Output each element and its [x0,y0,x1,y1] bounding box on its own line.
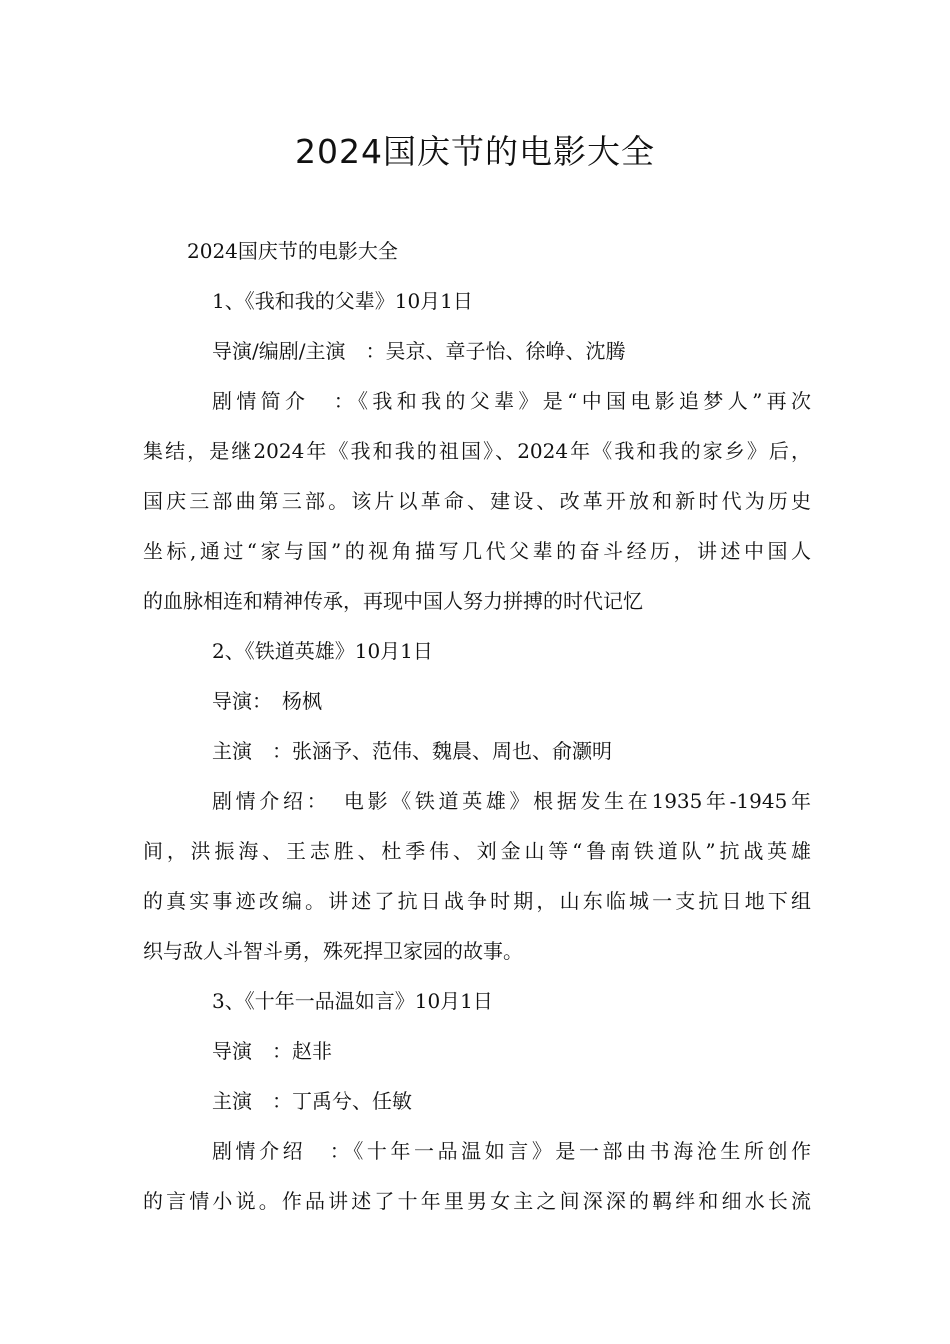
movie-1-synopsis-line: 剧情简介 ：《我和我的父辈》是“中国电影追梦人”再次 [212,389,811,413]
movie-2-cast: 主演 ：张涵予、范伟、魏晨、周也、俞灏明 [212,739,612,763]
movie-1-synopsis-line: 集结，是继2024年《我和我的祖国》、2024年《我和我的家乡》后， [143,439,811,463]
page-title: 2024国庆节的电影大全 [295,132,655,171]
movie-2-heading: 2、《铁道英雄》10月1日 [212,639,433,663]
movie-3-synopsis-line: 的言情小说。作品讲述了十年里男女主之间深深的羁绊和细水长流 [143,1189,811,1213]
movie-2-director: 导演： 杨枫 [212,689,322,713]
movie-3-heading: 3、《十年一品温如言》10月1日 [212,989,493,1013]
movie-1-synopsis-line: 坐标,通过“家与国”的视角描写几代父辈的奋斗经历，讲述中国人 [143,539,811,563]
movie-1-heading: 1、《我和我的父辈》10月1日 [212,289,473,313]
movie-1-synopsis-line: 国庆三部曲第三部。该片以革命、建设、改革开放和新时代为历史 [143,489,811,513]
movie-2-synopsis-line: 织与敌人斗智斗勇，殊死捍卫家园的故事。 [143,939,523,963]
movie-3-cast: 主演 ：丁禹兮、任敏 [212,1089,412,1113]
movie-1-credits: 导演/编剧/主演 ：吴京、章子怡、徐峥、沈腾 [212,339,626,363]
movie-2-synopsis-line: 的真实事迹改编。讲述了抗日战争时期，山东临城一支抗日地下组 [143,889,811,913]
movie-1-synopsis-line: 的血脉相连和精神传承，再现中国人努力拼搏的时代记忆 [143,589,643,613]
movie-2-synopsis-line: 间，洪振海、王志胜、杜季伟、刘金山等“鲁南铁道队”抗战英雄 [143,839,811,863]
movie-3-director: 导演 ：赵非 [212,1039,332,1063]
document-body [143,226,811,1226]
movie-3-synopsis-line: 剧情介绍 ：《十年一品温如言》是一部由书海沧生所创作 [212,1139,811,1163]
intro-heading: 2024国庆节的电影大全 [187,239,398,263]
movie-2-synopsis-line: 剧情介绍： 电影《铁道英雄》根据发生在1935年-1945年 [212,789,811,813]
